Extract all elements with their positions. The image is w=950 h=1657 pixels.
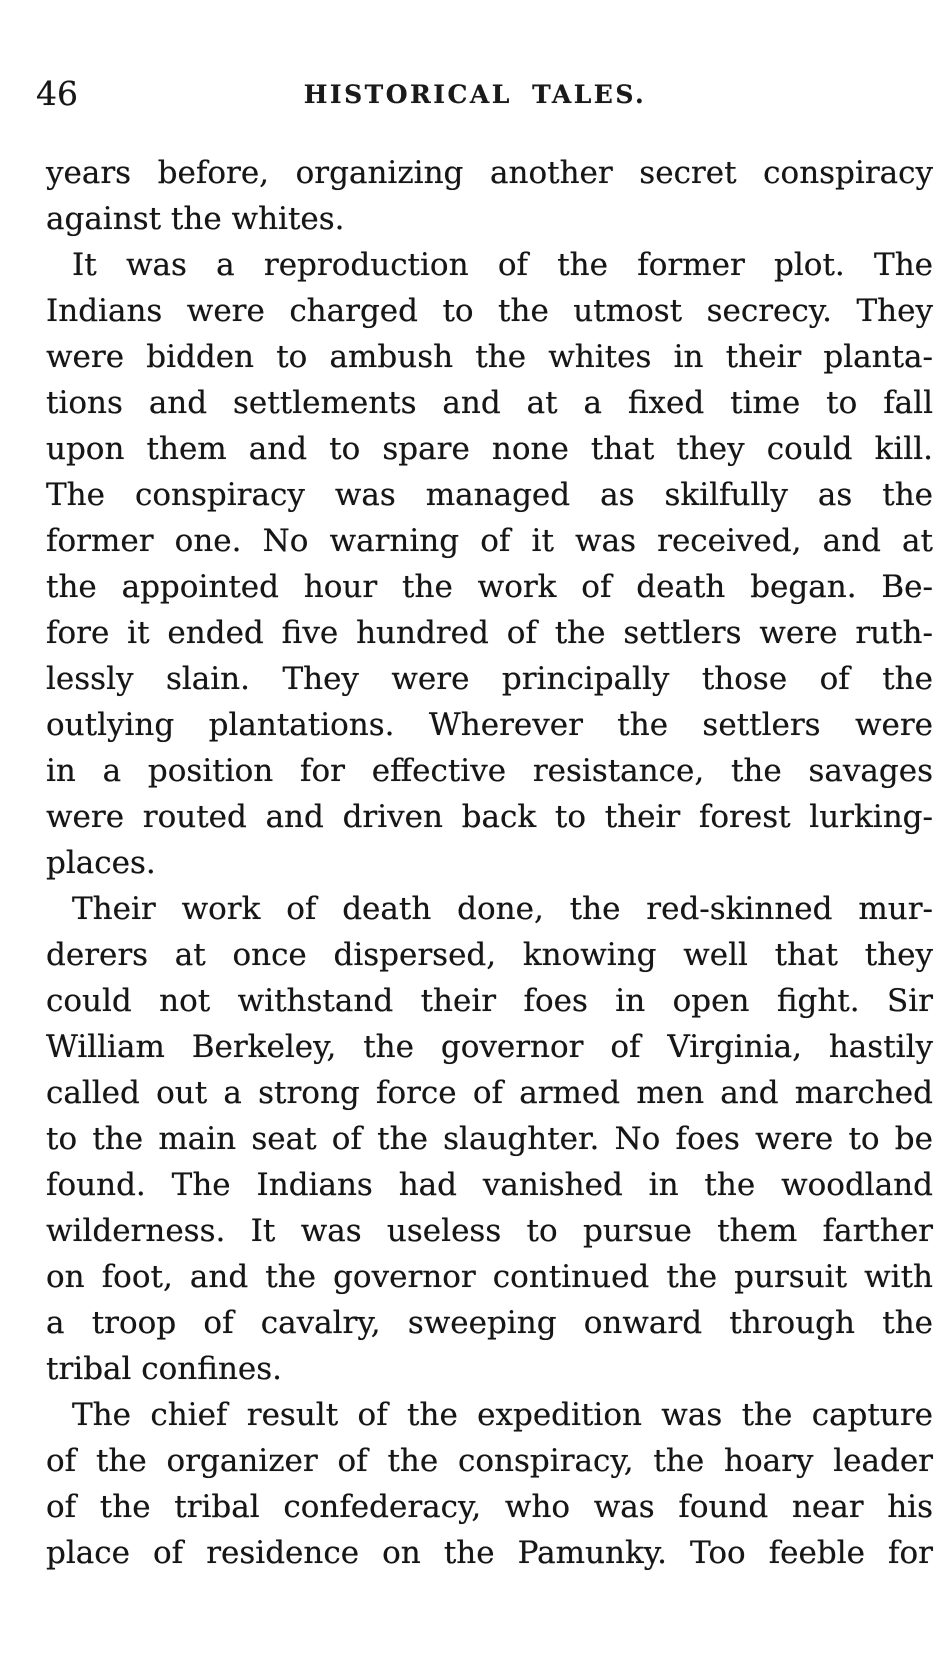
text-line: of the tribal confederacy, who was found near his	[46, 1489, 933, 1525]
text-line: years before, organizing another secret conspiracy	[46, 155, 933, 191]
text-line: in a position for effective resistance, the savages	[46, 753, 933, 789]
text-line: It was a reproduction of the former plot. The	[72, 247, 933, 283]
text-line: tribal confines.	[46, 1351, 283, 1387]
text-line: found. The Indians had vanished in the woodland	[46, 1167, 933, 1203]
text-line: of the organizer of the conspiracy, the hoary leader	[46, 1443, 933, 1479]
text-line: a troop of cavalry, sweeping onward through the	[46, 1305, 933, 1341]
text-line: Indians were charged to the utmost secrecy. They	[46, 293, 933, 329]
text-line: derers at once dispersed, knowing well that they	[46, 937, 933, 973]
text-line: The chief result of the expedition was the capture	[72, 1397, 933, 1433]
page-body	[46, 150, 933, 1576]
text-line: upon them and to spare none that they could kill.	[46, 431, 933, 467]
text-line: place of residence on the Pamunky. Too feeble for	[46, 1535, 933, 1571]
text-line: could not withstand their foes in open fight. Sir	[46, 983, 933, 1019]
text-line: were routed and driven back to their forest lurking-	[46, 799, 933, 835]
text-line: lessly slain. They were principally those of the	[46, 661, 933, 697]
text-line: Their work of death done, the red-skinned mur-	[72, 891, 933, 927]
text-line: tions and settlements and at a fixed time to fall	[46, 385, 933, 421]
text-line: to the main seat of the slaughter. No foes were to be	[46, 1121, 933, 1157]
text-line: former one. No warning of it was received, and at	[46, 523, 933, 559]
text-line: were bidden to ambush the whites in their planta-	[46, 339, 933, 375]
text-line: the appointed hour the work of death began. Be-	[46, 569, 933, 605]
text-line: fore it ended five hundred of the settlers were ruth-	[46, 615, 933, 651]
text-line: against the whites.	[46, 201, 345, 237]
text-line: called out a strong force of armed men and marched	[46, 1075, 933, 1111]
text-line: wilderness. It was useless to pursue them farther	[46, 1213, 933, 1249]
text-line: outlying plantations. Wherever the settlers were	[46, 707, 933, 743]
text-line: on foot, and the governor continued the pursuit with	[46, 1259, 933, 1295]
page-header	[0, 0, 950, 130]
text-line: The conspiracy was managed as skilfully as the	[46, 477, 933, 513]
text-line: places.	[46, 845, 156, 881]
page-number: 46	[36, 74, 78, 113]
running-title: HISTORICAL TALES.	[303, 80, 647, 109]
text-line: William Berkeley, the governor of Virginia, hastily	[46, 1029, 933, 1065]
